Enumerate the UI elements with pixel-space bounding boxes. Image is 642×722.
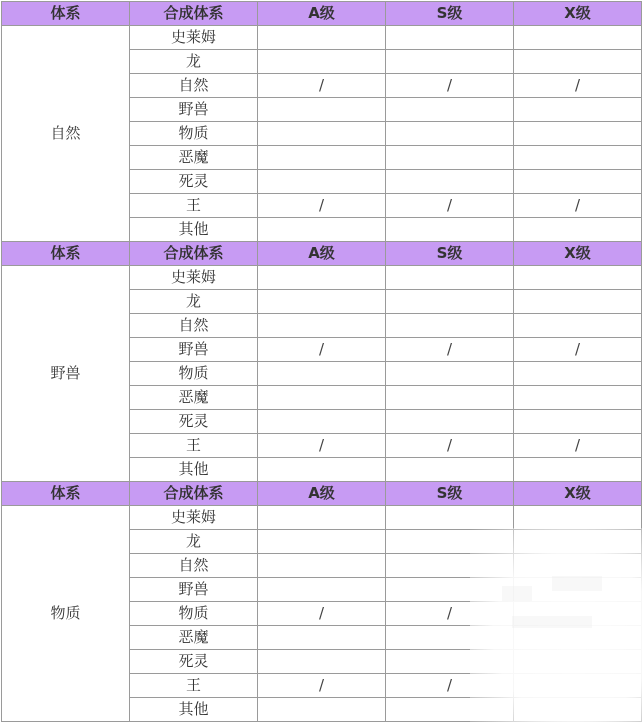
synthesis-system-cell: 王 [130,434,258,458]
grade-s-cell: / [386,194,514,218]
grade-a-cell [258,170,386,194]
grade-x-cell [514,650,642,674]
synthesis-system-cell: 恶魔 [130,626,258,650]
synthesis-system-cell: 王 [130,674,258,698]
grade-x-cell: / [514,434,642,458]
synthesis-system-cell: 龙 [130,530,258,554]
synthesis-system-cell: 史莱姆 [130,266,258,290]
grade-s-cell [386,410,514,434]
grade-s-cell [386,26,514,50]
grade-s-cell [386,554,514,578]
grade-a-cell [258,26,386,50]
grade-x-cell [514,386,642,410]
synthesis-system-cell: 物质 [130,362,258,386]
grade-x-cell [514,290,642,314]
column-header: S级 [386,242,514,266]
grade-a-cell [258,362,386,386]
column-header: 合成体系 [130,482,258,506]
column-header: 体系 [2,482,130,506]
synthesis-system-cell: 野兽 [130,98,258,122]
grade-x-cell [514,50,642,74]
system-cell: 野兽 [2,266,130,482]
grade-x-cell [514,410,642,434]
grade-a-cell: / [258,194,386,218]
synthesis-system-cell: 死灵 [130,650,258,674]
header-row [2,482,642,506]
grade-x-cell [514,98,642,122]
grade-x-cell: / [514,194,642,218]
grade-s-cell [386,458,514,482]
grade-x-cell [514,266,642,290]
grade-a-cell: / [258,602,386,626]
table-row [2,266,642,290]
grade-a-cell [258,530,386,554]
grade-a-cell [258,626,386,650]
grade-a-cell [258,314,386,338]
grade-a-cell [258,554,386,578]
synthesis-system-cell: 其他 [130,458,258,482]
grade-a-cell: / [258,74,386,98]
synthesis-system-cell: 自然 [130,554,258,578]
column-header: S级 [386,482,514,506]
synthesis-table [1,1,642,722]
column-header: 体系 [2,2,130,26]
grade-a-cell [258,218,386,242]
grade-a-cell [258,290,386,314]
grade-a-cell: / [258,434,386,458]
grade-x-cell [514,602,642,626]
grade-s-cell: / [386,338,514,362]
grade-x-cell [514,506,642,530]
synthesis-system-cell: 王 [130,194,258,218]
grade-s-cell [386,290,514,314]
grade-x-cell: / [514,338,642,362]
grade-a-cell: / [258,674,386,698]
synthesis-system-cell: 物质 [130,602,258,626]
grade-x-cell [514,554,642,578]
synthesis-system-cell: 史莱姆 [130,26,258,50]
column-header: A级 [258,2,386,26]
synthesis-system-cell: 恶魔 [130,146,258,170]
table-row [2,26,642,50]
synthesis-system-cell: 自然 [130,314,258,338]
grade-s-cell [386,578,514,602]
synthesis-system-cell: 自然 [130,74,258,98]
grade-a-cell [258,506,386,530]
synthesis-system-cell: 史莱姆 [130,506,258,530]
grade-x-cell: / [514,74,642,98]
grade-s-cell [386,170,514,194]
grade-s-cell: / [386,674,514,698]
grade-s-cell [386,362,514,386]
grade-s-cell [386,266,514,290]
grade-a-cell [258,146,386,170]
grade-s-cell [386,386,514,410]
grade-x-cell [514,698,642,722]
grade-s-cell: / [386,434,514,458]
grade-a-cell [258,266,386,290]
grade-a-cell [258,98,386,122]
grade-s-cell [386,530,514,554]
grade-a-cell [258,458,386,482]
grade-s-cell [386,218,514,242]
header-row [2,2,642,26]
grade-x-cell [514,170,642,194]
column-header: X级 [514,242,642,266]
system-cell: 物质 [2,506,130,722]
column-header: X级 [514,2,642,26]
column-header: 合成体系 [130,242,258,266]
grade-x-cell [514,26,642,50]
grade-a-cell [258,122,386,146]
grade-s-cell [386,698,514,722]
synthesis-system-cell: 其他 [130,218,258,242]
column-header: 合成体系 [130,2,258,26]
grade-a-cell [258,698,386,722]
grade-a-cell: / [258,338,386,362]
synthesis-system-cell: 龙 [130,290,258,314]
grade-a-cell [258,386,386,410]
grade-x-cell [514,362,642,386]
grade-s-cell: / [386,74,514,98]
grade-a-cell [258,650,386,674]
grade-x-cell [514,530,642,554]
grade-a-cell [258,578,386,602]
grade-s-cell [386,122,514,146]
grade-s-cell [386,98,514,122]
grade-x-cell [514,626,642,650]
synthesis-system-cell: 龙 [130,50,258,74]
synthesis-system-cell: 死灵 [130,170,258,194]
grade-x-cell [514,122,642,146]
grade-s-cell [386,146,514,170]
column-header: X级 [514,482,642,506]
grade-x-cell [514,218,642,242]
system-cell: 自然 [2,26,130,242]
table-row [2,506,642,530]
grade-x-cell [514,578,642,602]
grade-s-cell [386,650,514,674]
synthesis-system-cell: 野兽 [130,578,258,602]
grade-s-cell: / [386,602,514,626]
column-header: 体系 [2,242,130,266]
synthesis-system-cell: 其他 [130,698,258,722]
synthesis-table-body [2,2,642,722]
grade-s-cell [386,506,514,530]
grade-x-cell [514,458,642,482]
synthesis-system-cell: 死灵 [130,410,258,434]
grade-a-cell [258,50,386,74]
column-header: S级 [386,2,514,26]
synthesis-system-cell: 野兽 [130,338,258,362]
grade-x-cell [514,146,642,170]
grade-a-cell [258,410,386,434]
synthesis-system-cell: 恶魔 [130,386,258,410]
grade-s-cell [386,50,514,74]
header-row [2,242,642,266]
grade-s-cell [386,314,514,338]
grade-x-cell [514,674,642,698]
synthesis-system-cell: 物质 [130,122,258,146]
grade-x-cell [514,314,642,338]
grade-s-cell [386,626,514,650]
column-header: A级 [258,482,386,506]
column-header: A级 [258,242,386,266]
